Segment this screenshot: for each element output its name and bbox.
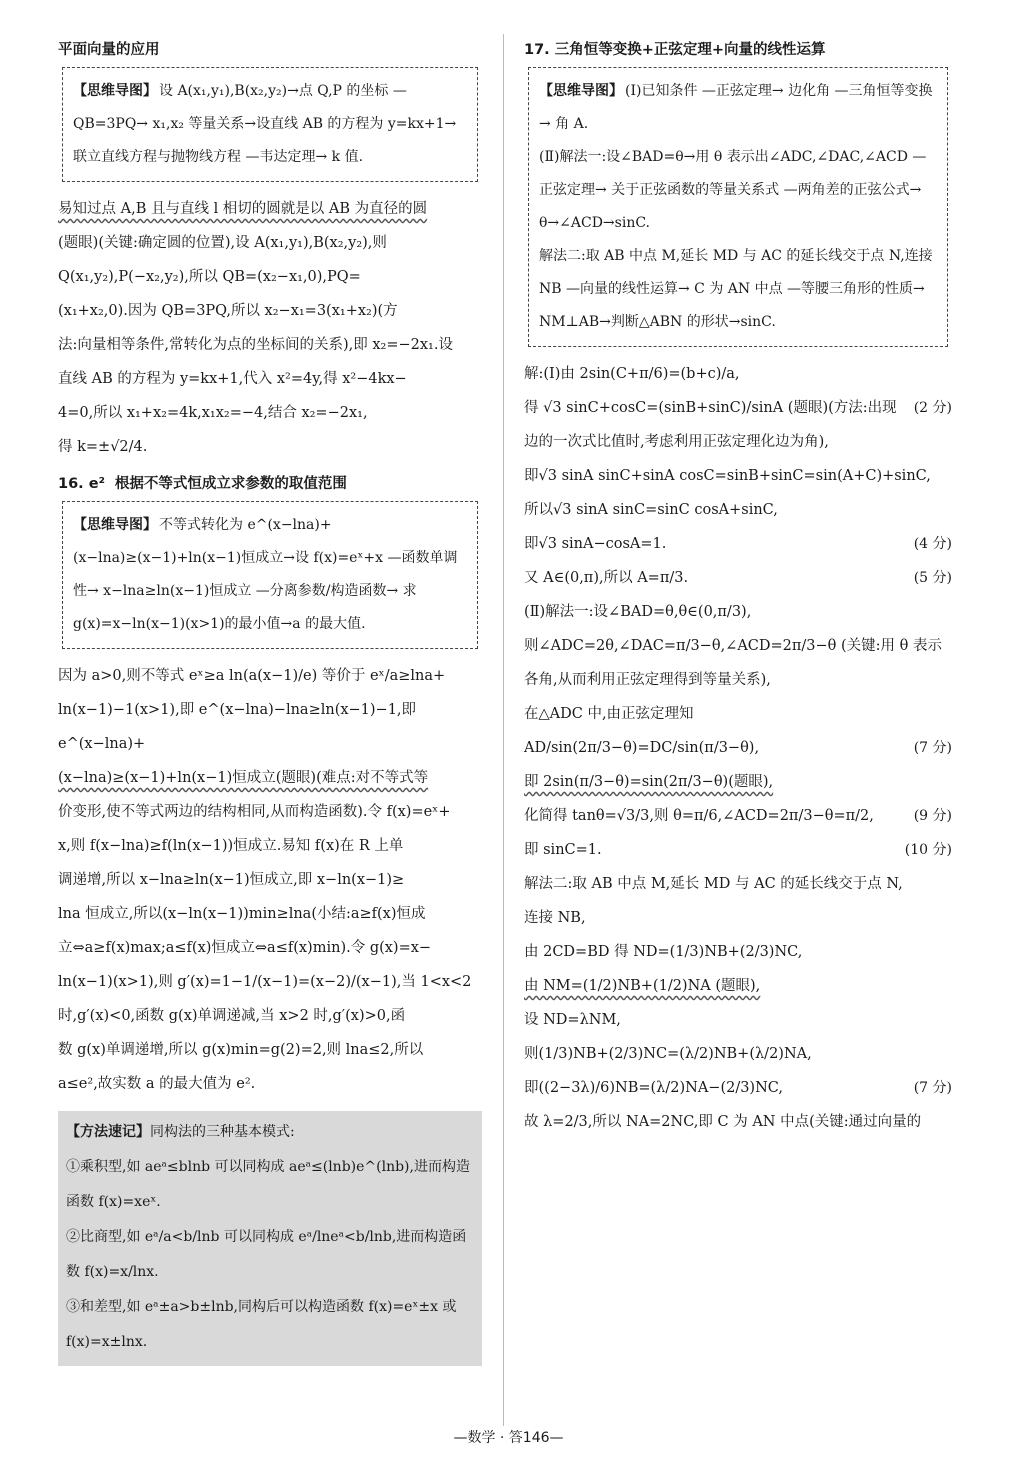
solution-line: 得 k=±√2/4. [58, 439, 148, 455]
solution-row [524, 833, 952, 867]
solution-line: 解:(Ⅰ)由 2sin(C+π/6)=(b+c)/a, [524, 366, 740, 382]
method-item: ①乘积型,如 aeᵃ≤blnb 可以同构成 aeᵃ≤(lnb)e^(lnb),进而构造函数 f(x)=xeˣ. [66, 1159, 470, 1210]
solution-line: a≤e²,故实数 a 的最大值为 e². [58, 1076, 256, 1092]
solution-line: ln(x−1)−1(x>1),即 e^(x−lna)−lna≥ln(x−1)−1,即 e^(x−lna)+ [58, 702, 417, 752]
solution-row [524, 731, 952, 765]
solution-line: (Ⅱ)解法一:设∠BAD=θ,θ∈(0,π/3), [524, 604, 752, 620]
method-item: ③和差型,如 eᵃ±a>b±lnb,同构后可以构造函数 f(x)=eˣ±x 或 f(x)=x±lnx. [66, 1299, 457, 1350]
solution-row [524, 357, 952, 391]
solution-row [524, 527, 952, 561]
section-title-17: 17. 三角恒等变换+正弦定理+向量的线性运算 [524, 42, 826, 58]
solution-row [524, 901, 952, 935]
solution-row [524, 595, 952, 629]
method-label: 【方法速记】 [66, 1124, 150, 1140]
solution-line: 法:向量相等条件,常转化为点的坐标间的关系),即 x₂=−2x₁.设 [58, 337, 453, 353]
method-item: ②比商型,如 eᵃ/a<b/lnb 可以同构成 eᵃ/lneᵃ<b/lnb,进而构造函数 f(x)=x/lnx. [66, 1229, 467, 1280]
solution-row [524, 459, 952, 493]
score-mark: (9 分) [913, 808, 952, 824]
solution-line: 在△ADC 中,由正弦定理知 [524, 706, 694, 722]
solution-line: 即((2−3λ)/6)NB=(λ/2)NA−(2/3)NC, [524, 1080, 783, 1096]
mind-map-box-15 [62, 67, 478, 182]
solution-row [524, 1003, 952, 1037]
solution-line: lna 恒成立,所以(x−ln(x−1))min≥lna(小结:a≥f(x)恒成 [58, 906, 426, 922]
column-divider [503, 34, 504, 1426]
solution-row [524, 935, 952, 969]
mind-map-text: (Ⅱ)解法一:设∠BAD=θ→用 θ 表示出∠ADC,∠DAC,∠ACD —正弦定理→ 关于正弦函数的等量关系式 —两角差的正弦公式→ θ→∠ACD→sinC. [539, 149, 927, 231]
solution-line: 解法二:取 AB 中点 M,延长 MD 与 AC 的延长线交于点 N, [524, 876, 903, 892]
solution-17 [524, 357, 952, 1139]
solution-line: 故 λ=2/3,所以 NA=2NC,即 C 为 AN 中点(关键:通过向量的 [524, 1114, 922, 1130]
score-mark: (7 分) [913, 740, 952, 756]
mind-map-box-16 [62, 501, 478, 649]
solution-row [524, 1071, 952, 1105]
solution-line: Q(x₁,y₂),P(−x₂,y₂),所以 QB=(x₂−x₁,0),PQ= [58, 269, 361, 285]
solution-row [524, 391, 952, 459]
solution-line: 直线 AB 的方程为 y=kx+1,代入 x²=4y,得 x²−4kx− [58, 371, 407, 387]
solution-line: 所以√3 sinA sinC=sinC cosA+sinC, [524, 502, 778, 518]
solution-line: 因为 a>0,则不等式 eˣ≥a ln(a(x−1)/e) 等价于 eˣ/a≥lna+ [58, 668, 446, 684]
solution-line: 价变形,使不等式两边的结构相同,从而构造函数).令 f(x)=eˣ+ [58, 804, 451, 820]
solution-line: 即√3 sinA sinC+sinA cosC=sinB+sinC=sin(A+C)+sinC, [524, 468, 931, 484]
solution-line: AD/sin(2π/3−θ)=DC/sin(π/3−θ), [524, 740, 760, 756]
solution-row [524, 1105, 952, 1139]
mind-map-text: (Ⅰ)已知条件 —正弦定理→ 边化角 —三角恒等变换→ 角 A. [539, 83, 933, 132]
mind-map-text: 不等式转化为 e^(x−lna)+(x−lna)≥(x−1)+ln(x−1)恒成立→设 f(x)=eˣ+x —函数单调性→ x−lna≥ln(x−1)恒成立 —分离参数/构造函数→ 求 g(x)=x−ln(x−1)(x>1)的最小值→a 的最大值. [73, 517, 458, 632]
mind-map-text: 解法二:取 AB 中点 M,延长 MD 与 AC 的延长线交于点 N,连接 NB —向量的线性运算→ C 为 AN 中点 —等腰三角形的性质→ NM⊥AB→判断△ABN 的形状→sinC. [539, 248, 933, 330]
solution-row [524, 561, 952, 595]
solution-row [524, 867, 952, 901]
solution-line: (题眼)(关键:确定圆的位置),设 A(x₁,y₁),B(x₂,y₂),则 [58, 235, 387, 251]
solution-line: 化简得 tanθ=√3/3,则 θ=π/6,∠ACD=2π/3−θ=π/2, [524, 808, 874, 824]
score-mark: (7 分) [913, 1080, 952, 1096]
solution-row [524, 697, 952, 731]
solution-line: 则(1/3)NB+(2/3)NC=(λ/2)NB+(λ/2)NA, [524, 1046, 812, 1062]
solution-15 [58, 192, 482, 464]
solution-line: 易知过点 A,B 且与直线 l 相切的圆就是以 AB 为直径的圆 [58, 201, 428, 217]
solution-row [524, 629, 952, 697]
solution-line: 得 √3 sinC+cosC=(sinB+sinC)/sinA (题眼)(方法:出现边的一次式比值时,考虑利用正弦定理化边为角), [524, 400, 897, 450]
right-column [524, 30, 952, 1139]
method-box [58, 1111, 482, 1366]
solution-line: x,则 f(x−lna)≥f(ln(x−1))恒成立.易知 f(x)在 R 上单 [58, 838, 404, 854]
solution-row [524, 799, 952, 833]
solution-line: 调递增,所以 x−lna≥ln(x−1)恒成立,即 x−ln(x−1)≥ [58, 872, 405, 888]
section-topic: 根据不等式恒成立求参数的取值范围 [114, 476, 347, 492]
mind-map-label: 【思维导图】 [539, 83, 623, 99]
solution-row [524, 765, 952, 799]
method-intro: 同构法的三种基本模式: [150, 1124, 295, 1140]
solution-line: ln(x−1)(x>1),则 g′(x)=1−1/(x−1)=(x−2)/(x−1),当 1<x<2 [58, 974, 472, 990]
left-column [58, 30, 482, 1366]
score-mark: (10 分) [904, 842, 952, 858]
solution-line: 又 A∈(0,π),所以 A=π/3. [524, 570, 689, 586]
solution-line: 设 ND=λNM, [524, 1012, 621, 1028]
solution-line: 由 2CD=BD 得 ND=(1/3)NB+(2/3)NC, [524, 944, 803, 960]
mind-map-label: 【思维导图】 [73, 517, 157, 533]
score-mark: (4 分) [913, 536, 952, 552]
solution-line: 即 2sin(π/3−θ)=sin(2π/3−θ)(题眼), [524, 774, 774, 790]
mind-map-label: 【思维导图】 [73, 83, 157, 99]
solution-line: 即√3 sinA−cosA=1. [524, 536, 667, 552]
solution-row [524, 969, 952, 1003]
solution-line: (x₁+x₂,0).因为 QB=3PQ,所以 x₂−x₁=3(x₁+x₂)(方 [58, 303, 398, 319]
solution-line: 则∠ADC=2θ,∠DAC=π/3−θ,∠ACD=2π/3−θ (关键:用 θ 表示各角,从而利用正弦定理得到等量关系), [524, 638, 943, 688]
solution-line: 连接 NB, [524, 910, 586, 926]
solution-line: 时,g′(x)<0,函数 g(x)单调递减,当 x>2 时,g′(x)>0,函 [58, 1008, 406, 1024]
solution-line: (x−lna)≥(x−1)+ln(x−1)恒成立(题眼)(难点:对不等式等 [58, 770, 429, 786]
solution-line: 即 sinC=1. [524, 842, 602, 858]
question-number-answer: 16. e² [58, 476, 105, 492]
solution-line: 立⇔a≥f(x)max;a≤f(x)恒成立⇔a≤f(x)min).令 g(x)=x− [58, 940, 432, 956]
solution-row [524, 1037, 952, 1071]
mind-map-text: 设 A(x₁,y₁),B(x₂,y₂)→点 Q,P 的坐标 —QB=3PQ→ x₁,x₂ 等量关系→设直线 AB 的方程为 y=kx+1→联立直线方程与抛物线方程 —韦达定理→ k 值. [73, 83, 457, 165]
solution-16 [58, 659, 482, 1101]
solution-line: 4=0,所以 x₁+x₂=4k,x₁x₂=−4,结合 x₂=−2x₁, [58, 405, 368, 421]
score-mark: (5 分) [913, 570, 952, 586]
section-title-vector: 平面向量的应用 [58, 42, 160, 58]
solution-row [524, 493, 952, 527]
score-mark: (2 分) [913, 400, 952, 416]
mind-map-box-17 [528, 67, 948, 347]
solution-line: 数 g(x)单调递增,所以 g(x)min=g(2)=2,则 lna≤2,所以 [58, 1042, 424, 1058]
section-title-16 [58, 472, 482, 493]
page-footer: —数学 · 答146— [453, 1430, 564, 1446]
solution-line: 由 NM=(1/2)NB+(1/2)NA (题眼), [524, 978, 761, 994]
